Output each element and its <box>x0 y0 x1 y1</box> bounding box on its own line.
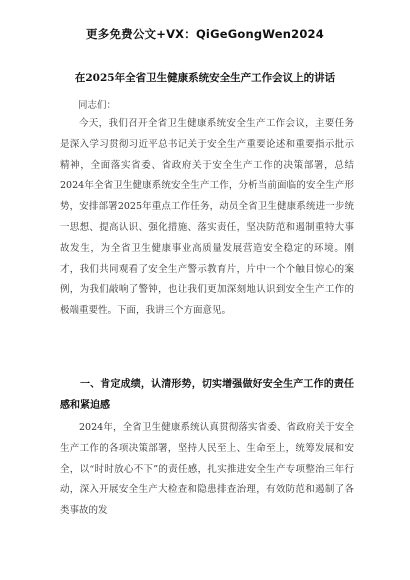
section-heading: 一、肯定成绩，认清形势，切实增强做好安全生产工作的责任感和紧迫感 <box>60 379 354 411</box>
document-title: 在2025年全省卫生健康系统安全生产工作会议上的讲话 <box>74 72 336 84</box>
body-paragraph: 2024年，全省卫生健康系统认真贯彻落实省委、省政府关于安全生产工作的各项决策部署，坚持人民至上、生命至上，统筹发展和安全，以“时时放心不下”的责任感，扎实推进安全生产专项整治三年行动，深入开展安全生产大检查和隐患排查治理，有效防范和遏制了各类事故的发 <box>60 422 354 517</box>
body-paragraph: 今天，我们召开全省卫生健康系统安全生产工作会议，主要任务是深入学习贯彻习近平总书记关于安全生产重要论述和重要指示批示精神，全面落实省委、省政府关于安全生产工作的决策部署，总结2024年全省卫生健康系统安全生产工作，分析当前面临的安全生产形势，安排部署2025年重点工作任务，动员全省卫生健康系统进一步统一思想、提高认识、强化措施、落实责任，坚决防范和遏制重特大事故发生，为全省卫生健康事业高质量发展营造安全稳定的环境。刚才，我们共同观看了安全生产警示教育片，片中一个个触目惊心的案例，为我们敲响了警钟，也让我们更加深刻地认识到安全生产工作的极端重要性。下面，我讲三个方面意见。 <box>60 118 354 317</box>
promo-banner: 更多免费公文+VX：QiGeGongWen2024 <box>86 27 324 41</box>
greeting: 同志们： <box>78 100 117 111</box>
